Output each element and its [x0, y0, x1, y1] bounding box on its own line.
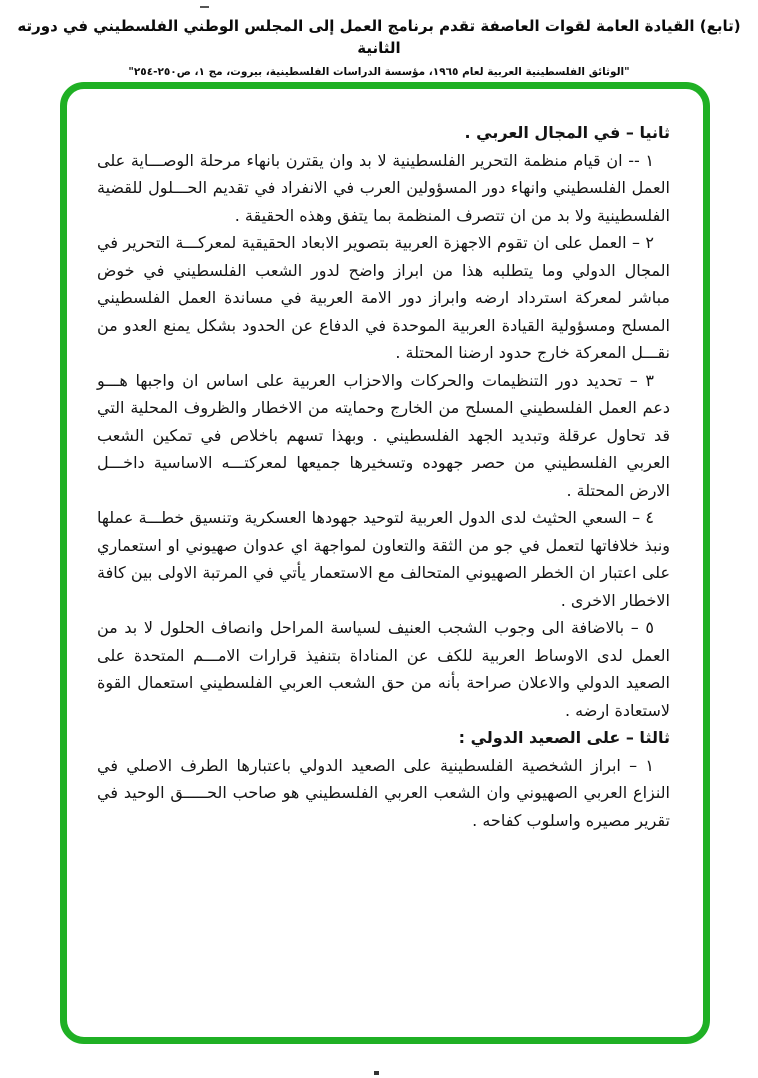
paragraph-arab-5: ٥ – بالاضافة الى وجوب الشجب العنيف لسياسة المراحل وانصاف الحلول لا بد من العمل لدى الاوساط العربية للكف عن المناداة بتنفيذ قرارات الامـــم المتحدة على الصعيد الدولي والاعلان صراحة بأنه من حق الشعب العربي الفلسطيني استعمال القوة لاستعادة ارضه .	[97, 618, 670, 720]
document-title: (تابع) القيادة العامة لقوات العاصفة تقدم برنامج العمل إلى المجلس الوطني الفلسطيني في دورته الثانية	[17, 17, 741, 57]
scan-artifact-bottom	[374, 1071, 379, 1075]
paragraph-arab-1: ١ -- ان قيام منظمة التحرير الفلسطينية لا بد وان يقترن بانهاء مرحلة الوصـــاية على العمل الفلسطيني وانهاء دور المسؤولين العرب في الانفراد في تقديم الحـــلول للقضية الفلسطينية ولا بد من ان تتصرف المنظمة بما يتفق وهذه الحقيقة .	[97, 150, 670, 225]
highlight-border-box	[60, 82, 710, 1044]
paragraph-arab-2: ٢ – العمل على ان تقوم الاجهزة العربية بتصوير الابعاد الحقيقية لمعركـــة التحرير في المجال الدولي وما يتطلبه هذا من ابراز واضح لدور الشعب الفلسطيني في خوض مباشر لمعركة استرداد ارضه وابراز دور الامة العربية في مساندة العمل الفلسطيني المسلح ومسؤولية القيادة العربية الموحدة في الدفاع عن الحدود بشكل يمنع العدو من نقـــل المعركة خارج حدود ارضنا المحتلة .	[97, 233, 670, 362]
paragraph-arab-4: ٤ – السعي الحثيث لدى الدول العربية لتوحيد جهودها العسكرية وتنسيق خطـــة عملها ونبذ خلافاتها لتعمل في جو من الثقة والتعاون لمواجهة اي عدوان صهيوني او استعماري على اعتبار ان الخطر الصهيوني المتحالف مع الاستعمار يأتي في المرتبة الاولى بين كافة الاخطار الاخرى .	[97, 508, 670, 610]
section-heading-second: ثانيا – في المجال العربي .	[464, 123, 670, 142]
document-source-citation: "الوثائق الفلسطينية العربية لعام ١٩٦٥، مؤسسة الدراسات الفلسطينية، بيروت، مج ١، ص٢٥٠-٢٥٤"	[128, 66, 630, 78]
document-body-text	[97, 119, 670, 834]
document-header	[0, 15, 758, 78]
scan-artifact-top	[200, 6, 209, 8]
paragraph-intl-1: ١ – ابراز الشخصية الفلسطينية على الصعيد الدولي باعتبارها الطرف الاصلي في النزاع العربي الصهيوني وان الشعب العربي الفلسطيني هو صاحب الحـــــق الوحيد في تقرير مصيره واسلوب كفاحه .	[97, 755, 670, 830]
section-heading-third: ثالثا – على الصعيد الدولي :	[458, 728, 670, 747]
paragraph-arab-3: ٣ – تحديد دور التنظيمات والحركات والاحزاب العربية على اساس ان واجبها هـــو دعم العمل الفلسطيني المسلح من الخارج وحمايته من الاخطار والظروف المحلية التي قد تحاول عرقلة وتبديد الجهد الفلسطيني . وبهذا تسهم باخلاص في تمكين الشعب العربي الفلسطيني من حصر جهوده وتسخيرها جميعها لمعركتـــه الاساسية داخـــل الارض المحتلة .	[97, 370, 670, 500]
